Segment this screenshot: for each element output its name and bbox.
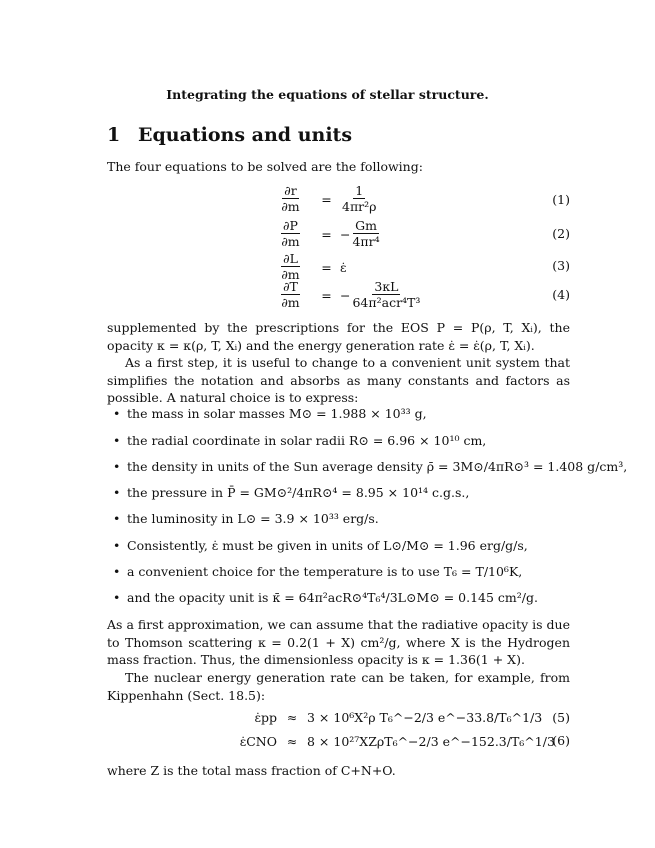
equation-1-number: (1): [552, 192, 570, 207]
paragraph-energy: The nuclear energy generation rate can be taken, for example, from Kippenhahn (Sect. 18.5):: [107, 670, 570, 703]
list-item: • a convenient choice for the temperature is to use T₆ = T/10⁶K,: [113, 564, 523, 579]
equation-5-rhs: 3 × 10⁶X²ρ T₆^−2/3 e^−33.8/T₆^1/3: [307, 709, 543, 725]
equation-5-rel: ≈: [286, 709, 298, 725]
equation-2: $\frac{\partial P}{\partial m}$ = − $\frac{Gm}{\text{4πr⁴}}$: [281, 218, 380, 249]
equation-5: [222, 708, 542, 726]
list-item: • the density in units of the Sun average density ρ̄ = 3M⊙/4πR⊙³ = 1.408 g/cm³,: [113, 459, 628, 474]
paragraph-units: As a first step, it is useful to change to a convenient unit system that simplifies the notation and absorbs as many constants and factors as possible. A natural choice is to express:: [107, 355, 570, 405]
equation-1: [268, 181, 379, 217]
equation-6-rhs: 8 × 10²⁷XZρT₆^−2/3 e^−152.3/T₆^1/3: [307, 733, 555, 749]
equation-3-number: (3): [552, 258, 570, 273]
list-item: • the radial coordinate in solar radii R⊙ = 6.96 × 10¹⁰ cm,: [113, 433, 487, 448]
equation-3-rel: =: [321, 259, 332, 275]
equation-2-rhs: $\frac{Gm}{\text{4πr⁴}}$: [352, 218, 380, 249]
equation-4-lhs: $\frac{\partial T}{\partial m}$: [281, 279, 300, 310]
list-item: • the pressure in P̄ = GM⊙²/4πR⊙⁴ = 8.95 × 10¹⁴ c.g.s.,: [113, 485, 470, 500]
paragraph-eos: supplemented by the prescriptions for the EOS P = P(ρ, T, Xᵢ), the opacity κ = κ(ρ, T, Xᵢ) and the energy generation rate ε̇ = ε̇(ρ, T, Xᵢ).: [107, 320, 570, 353]
equation-2-number: (2): [552, 226, 570, 241]
equation-3-lhs: $\frac{\partial L}{\partial m}$: [281, 251, 300, 282]
equation-6-rel: ≈: [286, 733, 298, 749]
equation-4-rel: =: [321, 287, 332, 303]
equation-3-rhs: ε̇: [340, 259, 347, 275]
equation-4-number: (4): [552, 287, 570, 302]
equation-4-rhs: $\frac{3\kappa L}{\text{64π²acr⁴T³}}$: [352, 279, 421, 310]
equation-6-lhs: ε̇CNO: [239, 733, 277, 749]
section-heading: [107, 124, 352, 146]
section-title: Equations and units: [138, 124, 353, 146]
section-number: 1: [107, 124, 121, 146]
equation-2-rel: =: [321, 226, 332, 242]
equation-5-lhs: ε̇pp: [254, 709, 277, 725]
equation-6: [222, 732, 555, 750]
list-item: • Consistently, ε̇ must be given in units of L⊙/M⊙ = 1.96 erg/g/s,: [113, 538, 528, 553]
equation-2-lhs: $\frac{\partial P}{\partial m}$: [281, 218, 300, 249]
closing-text: where Z is the total mass fraction of C+N+O.: [107, 763, 396, 778]
intro-text: The four equations to be solved are the following:: [107, 159, 423, 174]
equation-6-number: (6): [552, 733, 570, 748]
paragraph-opacity: As a first approximation, we can assume that the radiative opacity is due to Thomson scattering κ = 0.2(1 + X) cm²/g, where X is the Hydrogen mass fraction. Thus, the dimensionless opacity is κ = 1.36(1 + X).: [107, 617, 570, 667]
list-item: • the mass in solar masses M⊙ = 1.988 × 10³³ g,: [113, 406, 427, 421]
list-item: • the luminosity in L⊙ = 3.9 × 10³³ erg/s.: [113, 511, 379, 526]
equation-4: $\frac{\partial T}{\partial m}$ = − $\frac{3\kappa L}{\text{64π²acr⁴T³}}$: [281, 279, 421, 310]
document-title: Integrating the equations of stellar structure.: [166, 87, 489, 102]
equation-1-rel: =: [321, 191, 332, 207]
equation-1-rhs: $\frac{1}{\text{4πr²ρ}}$: [342, 183, 377, 214]
list-item: • and the opacity unit is κ̄ = 64π²acR⊙⁴T₆⁴/3L⊙M⊙ = 0.145 cm²/g.: [113, 590, 538, 605]
equation-1-lhs: $\frac{\partial r}{\partial m}$: [281, 183, 300, 214]
equation-5-number: (5): [552, 710, 570, 725]
